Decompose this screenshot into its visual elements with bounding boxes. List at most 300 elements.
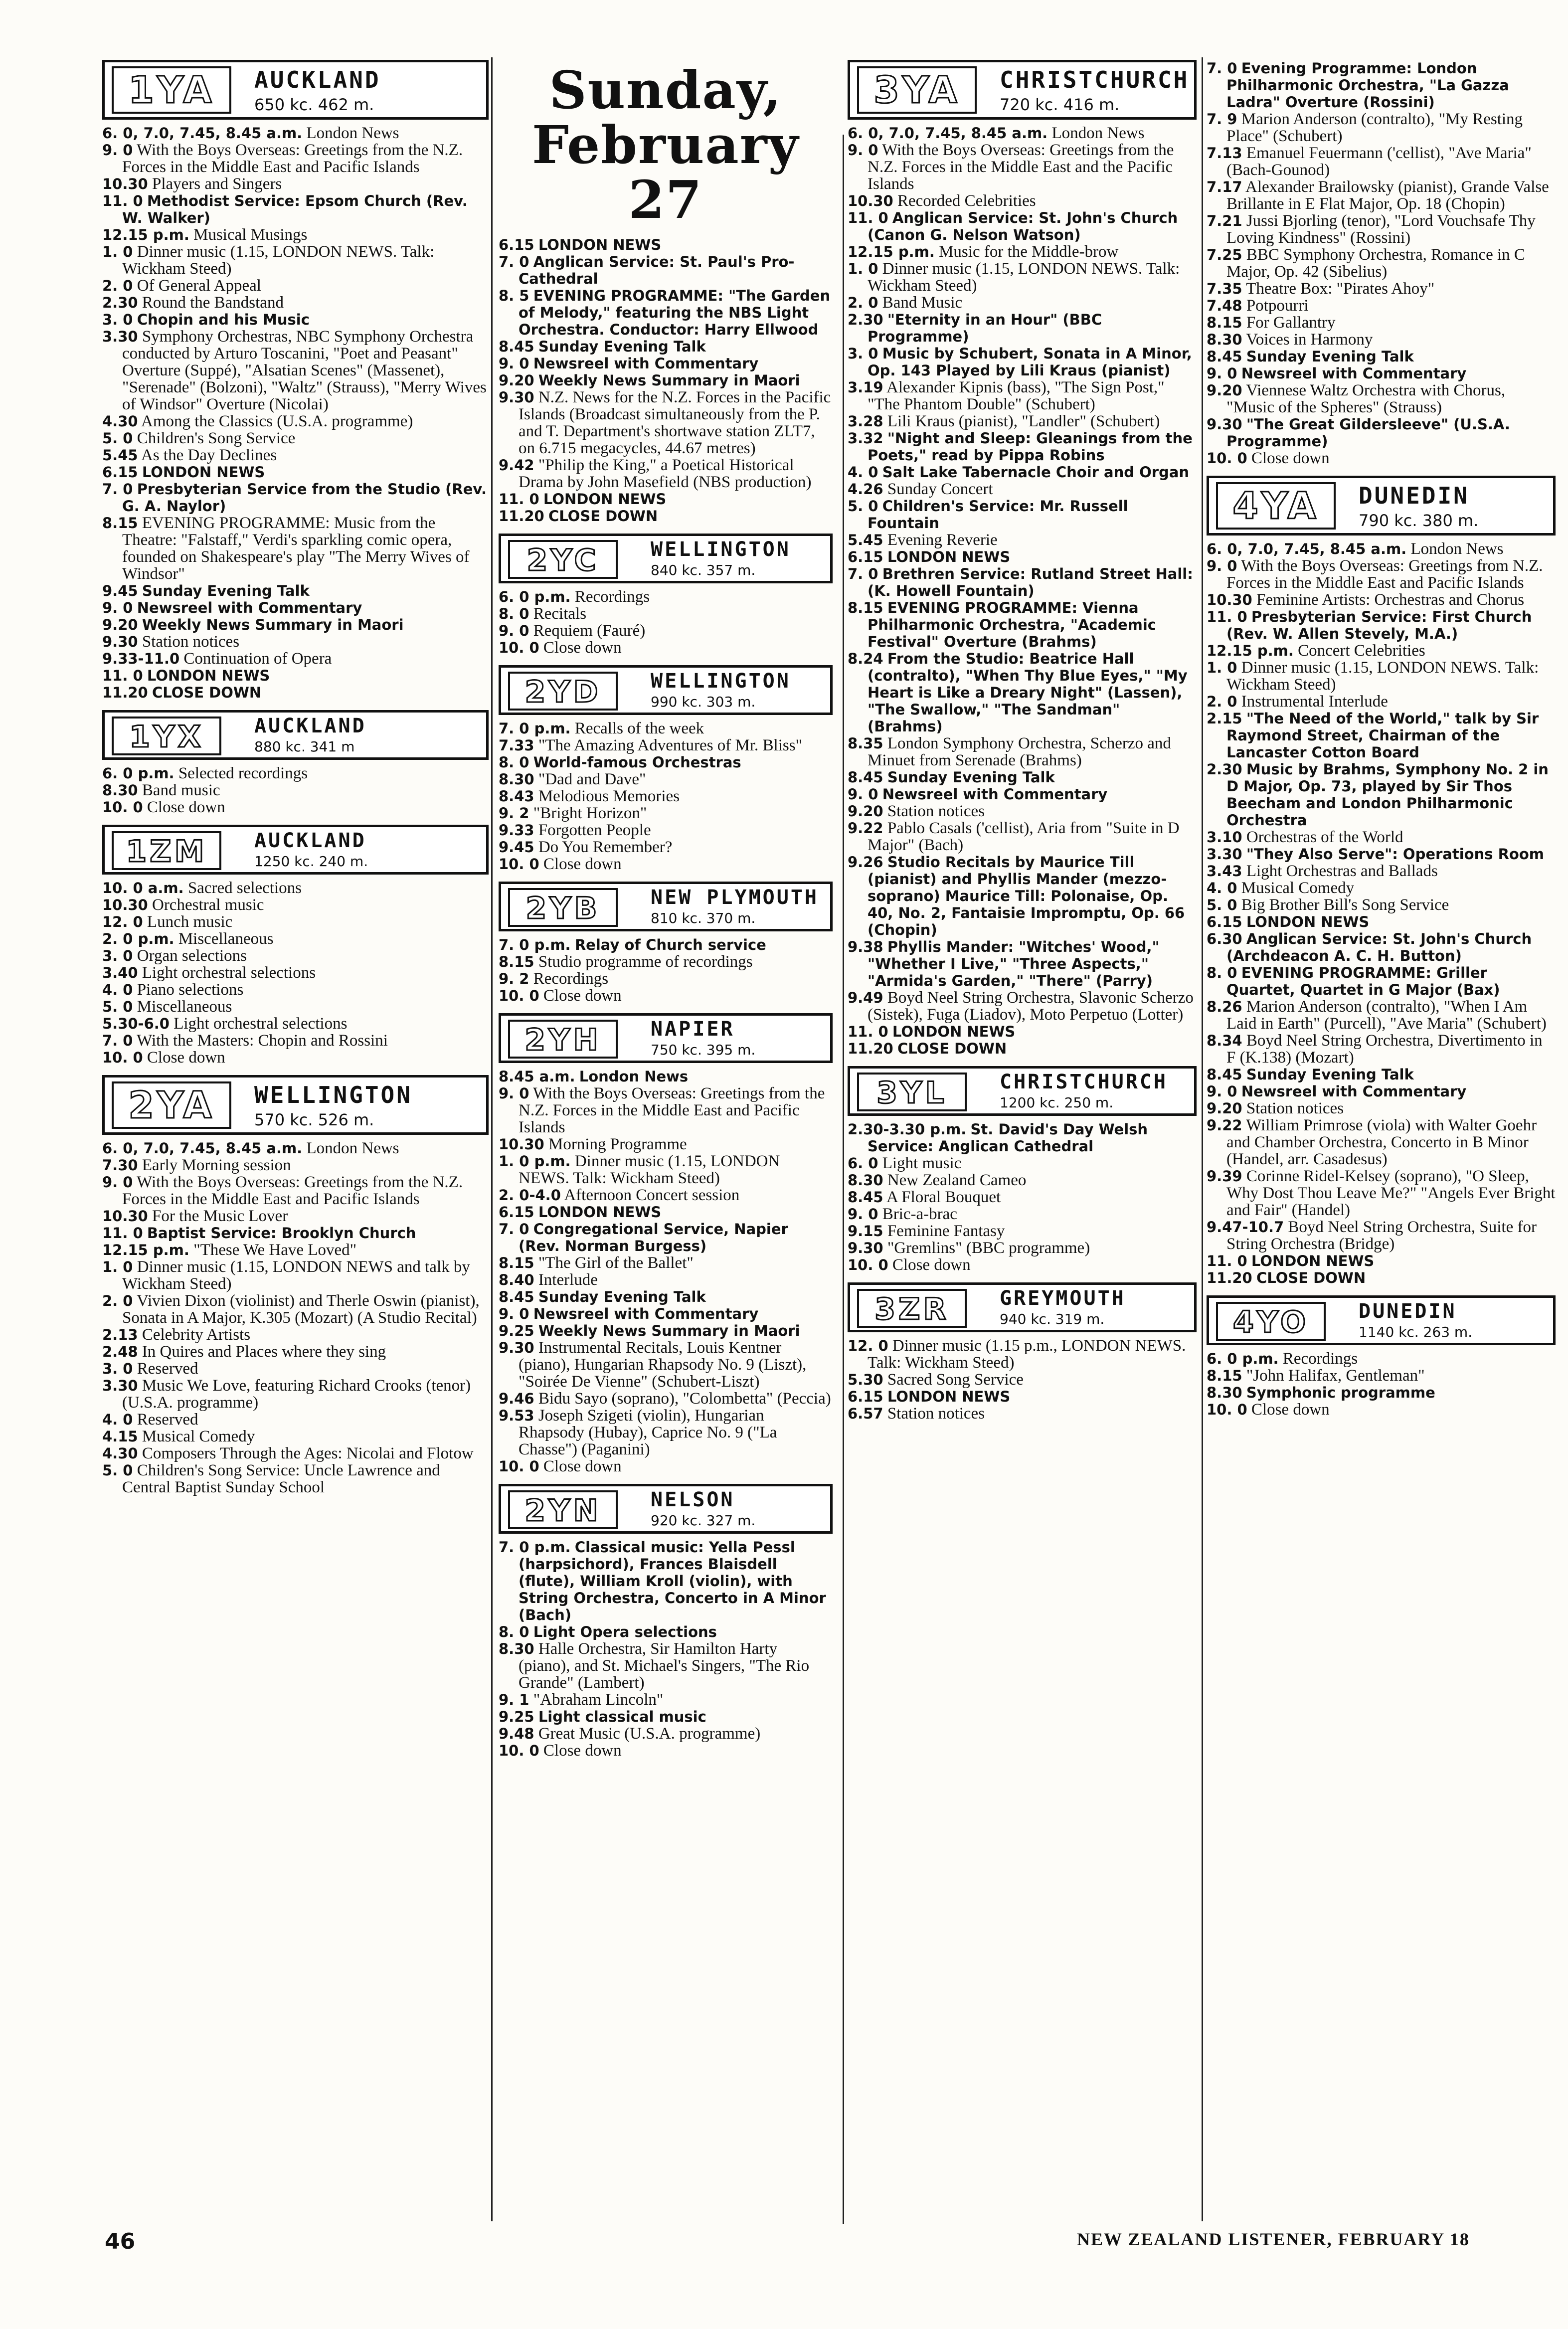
programme-item (1207, 382, 1556, 416)
station-city: NEW PLYMOUTH (651, 886, 819, 909)
programme-title: With the Boys Overseas: Greetings from the N.Z. Forces in the Middle East and Pacific Islands (122, 1173, 463, 1208)
programme-title: Recitals (533, 605, 587, 623)
programme-title: Symphony Orchestras, NBC Symphony Orchestra conducted by Arturo Toscanini, "Poet and Peasant" Overture (Suppé), "Alsatian Scenes" (Massenet), "Serenade" (Bolzoni), "Waltz" (Strauss), "Merry Wives of Windsor" Overture (Nicolai) (122, 328, 487, 413)
programme-time: 10. 0 (1207, 1401, 1247, 1418)
programme-item (848, 1121, 1197, 1155)
programme-title: Close down (1251, 449, 1330, 467)
programme-title: Players and Singers (152, 175, 282, 193)
column-rule (1202, 57, 1203, 2221)
programme-title: Reserved (137, 1411, 198, 1429)
station-city: DUNEDIN (1359, 482, 1469, 509)
programme-title: For the Music Lover (152, 1207, 288, 1225)
column-rule (491, 57, 493, 2221)
programme-time: 2.30 (1207, 761, 1242, 778)
programme-time: 9.33-11.0 (102, 650, 180, 667)
programme-item (1207, 1219, 1556, 1253)
programme-item (499, 1640, 833, 1691)
programme-item (499, 1221, 833, 1254)
programme-time: 9. 2 (499, 970, 529, 987)
programme-time: 7. 9 (1207, 111, 1237, 128)
programme-title: Congregational Service, Napier (Rev. Norman Burgess) (519, 1221, 788, 1254)
programme-time: 6.30 (1207, 930, 1242, 947)
programme-time: 6.57 (848, 1405, 883, 1422)
programme-title: Selected recordings (178, 764, 308, 782)
programme-time: 9. 0 (1207, 1083, 1237, 1100)
programme-item (1207, 1168, 1556, 1219)
programme-time: 9.22 (1207, 1117, 1242, 1134)
programme-title: Children's Service: Mr. Russell Fountain (868, 498, 1128, 532)
programme-time: 8.35 (848, 735, 883, 752)
programme-title: With the Boys Overseas: Greetings from the N.Z. Forces in the Middle East and Pacific Islands (519, 1084, 825, 1136)
programme-time: 2. 0-4.0 (499, 1187, 561, 1204)
programme-title: Dinner music (1.15, LONDON NEWS and talk by Wickham Steed) (122, 1258, 470, 1293)
programme-time: 9.49 (848, 989, 883, 1006)
programme-time: 6. 0, 7.0, 7.45, 8.45 a.m. (848, 125, 1048, 142)
station-city: CHRISTCHURCH (1000, 1071, 1168, 1093)
programme-item (499, 1458, 833, 1475)
programme-title: EVENING PROGRAMME: Griller Quartet, Quartet in G Major (Bax) (1226, 964, 1500, 998)
programme-time: 9. 0 (1207, 365, 1237, 382)
programme-item (1207, 246, 1556, 280)
programme-time: 6.15 (848, 1388, 883, 1405)
programme-title: Phyllis Mander: "Witches' Wood," "Whether I Live," "Three Aspects," "Armida's Garden," "There" (Parry) (868, 938, 1160, 989)
programme-title: Lunch music (147, 913, 233, 931)
programme-item (499, 1742, 833, 1759)
programme-title: London News (306, 124, 399, 142)
page-title: Sunday, February 27 (531, 59, 800, 230)
programme-time: 3.30 (102, 328, 138, 345)
programme-title: Band Music (882, 294, 963, 312)
programme-item (848, 599, 1197, 650)
station-callsign: 2YB (508, 888, 618, 927)
programme-title: BBC Symphony Orchestra, Romance in C Major, Op. 42 (Sibelius) (1226, 246, 1525, 281)
programme-time: 9.30 (102, 633, 138, 650)
programme-title: Music by Brahms, Symphony No. 2 in D Major, Op. 73, played by Sir Thos Beecham and London Philharmonic Orchestra (1226, 761, 1549, 829)
programme-item (1207, 1100, 1556, 1117)
programme-title: Alexander Kipnis (bass), "The Sign Post," "The Phantom Double" (Schubert) (868, 378, 1165, 413)
programme-item (102, 226, 489, 243)
programme-title: Concert Celebrities (1298, 642, 1425, 660)
programme-title: LONDON NEWS (147, 667, 270, 684)
programme-item (499, 605, 833, 622)
programme-item (102, 930, 489, 947)
programme-item (1207, 1032, 1556, 1066)
programme-item (1207, 314, 1556, 331)
programme-time: 10.30 (1207, 591, 1252, 608)
station-header (499, 1013, 833, 1063)
programme-time: 2.13 (102, 1326, 138, 1343)
programme-item (848, 430, 1197, 464)
programme-item (848, 260, 1197, 294)
programme-title: "John Halifax, Gentleman" (1246, 1367, 1425, 1385)
programme-time: 11.20 (499, 508, 544, 525)
programme-item (102, 294, 489, 311)
programme-item (102, 633, 489, 650)
programme-title: Recordings (574, 588, 650, 606)
station-frequency: 1140 kc. 263 m. (1359, 1324, 1473, 1340)
programme-title: Weekly News Summary in Maori (538, 372, 800, 389)
programme-time: 4.26 (848, 481, 883, 498)
programme-title: CLOSE DOWN (897, 1040, 1007, 1057)
programme-item (1207, 829, 1556, 846)
station-callsign: 4YA (1216, 482, 1336, 530)
station-callsign: 3YL (857, 1073, 967, 1111)
programme-time: 7.17 (1207, 179, 1242, 195)
programme-item (1207, 179, 1556, 212)
programme-title: Anglican Service: St. John's Church (Archdeacon A. C. H. Button) (1226, 930, 1532, 964)
programme-item (1207, 710, 1556, 761)
programme-title: With the Boys Overseas: Greetings from the N.Z. Forces in the Middle East and the Pacific Islands (868, 141, 1174, 193)
programme-title: Reserved (137, 1360, 198, 1378)
programme-item (848, 854, 1197, 938)
programme-title: Jussi Bjorling (tenor), "Lord Vouchsafe Thy Loving Kindness" (Rossini) (1226, 212, 1536, 247)
station-frequency: 940 kc. 319 m. (1000, 1311, 1105, 1327)
programme-time: 8.24 (848, 650, 883, 667)
programme-item (1207, 863, 1556, 880)
programme-item (102, 1242, 489, 1258)
programme-title: Emanuel Feuermann ('cellist), "Ave Maria" (Bach-Gounod) (1226, 144, 1532, 179)
programme-item (102, 142, 489, 176)
programme-time: 8.15 (848, 599, 883, 616)
programme-time: 6.15 (499, 1204, 534, 1221)
programme-title: LONDON NEWS (1251, 1253, 1375, 1269)
programme-time: 10.30 (102, 1208, 148, 1225)
spacer (499, 1004, 833, 1013)
programme-title: With the Boys Overseas: Greetings from N.Z. Forces in the Middle East and Pacific Islands (1226, 557, 1543, 592)
programme-title: Of General Appeal (137, 277, 261, 295)
programme-item (1207, 964, 1556, 998)
programme-item (1207, 930, 1556, 964)
programme-title: Sunday Evening Talk (887, 769, 1055, 786)
programme-time: 3. 0 (102, 311, 133, 328)
programme-time: 8.40 (499, 1271, 534, 1288)
programme-title: World-famous Orchestras (533, 754, 741, 771)
programme-time: 9.20 (1207, 1100, 1242, 1117)
programme-time: 8.15 (499, 1254, 534, 1271)
programme-item (1207, 1117, 1556, 1168)
spacer (1207, 1286, 1556, 1295)
programme-time: 4. 0 (1207, 880, 1237, 896)
programme-time: 9.45 (499, 839, 534, 856)
programme-title: "The Need of the World," talk by Sir Raymond Street, Chairman of the Lancaster Cotton Board (1226, 710, 1539, 761)
station-header (499, 665, 833, 715)
programme-time: 2.30-3.30 p.m. (848, 1121, 967, 1138)
programme-time: 10. 0 (499, 987, 539, 1004)
programme-item (1207, 1384, 1556, 1401)
programme-item (848, 311, 1197, 345)
programme-item (499, 1187, 833, 1204)
programme-item (102, 799, 489, 816)
programme-title: Relay of Church service (574, 936, 766, 953)
programme-item (848, 786, 1197, 803)
programme-title: Band music (142, 781, 220, 799)
station-frequency: 650 kc. 462 m. (254, 95, 374, 114)
programme-item (1207, 1367, 1556, 1384)
programme-title: Music by Schubert, Sonata in A Minor, Op. 143 Played by Lili Kraus (pianist) (868, 345, 1192, 379)
programme-time: 4. 0 (102, 1411, 133, 1428)
programme-item (102, 880, 489, 896)
programme-time: 9. 1 (499, 1691, 529, 1708)
programme-time: 7. 0 p.m. (499, 936, 571, 953)
programme-item (848, 142, 1197, 192)
programme-time: 9.15 (848, 1223, 883, 1240)
programme-title: Newsreel with Commentary (1241, 365, 1467, 382)
programme-item (499, 1204, 833, 1221)
programme-time: 7. 0 (499, 253, 529, 270)
station-callsign: 2YH (508, 1020, 618, 1059)
station-city: WELLINGTON (651, 670, 791, 693)
programme-item (499, 236, 833, 253)
programme-time: 7. 0 (499, 1221, 529, 1238)
programme-time: 5.45 (848, 532, 883, 548)
programme-time: 10. 0 (1207, 450, 1247, 467)
programme-time: 7. 0 p.m. (499, 720, 571, 737)
programme-title: CLOSE DOWN (1256, 1269, 1366, 1286)
programme-title: "They Also Serve": Operations Room (1246, 846, 1544, 863)
programme-title: Dinner music (1.15, LONDON NEWS. Talk: Wickham Steed) (519, 1152, 780, 1187)
programme-item (1207, 1083, 1556, 1100)
programme-item (1207, 60, 1556, 111)
programme-title: From the Studio: Beatrice Hall (contralto), "When Thy Blue Eyes," "My Heart is Like a Dreary Night" (Lassen), "The Swallow," "The Sandman" (Brahms) (868, 650, 1188, 735)
programme-time: 8. 0 (499, 754, 529, 771)
programme-item (848, 1155, 1197, 1172)
programme-title: Newsreel with Commentary (137, 599, 362, 616)
programme-item (848, 294, 1197, 311)
programme-time: 6.15 (1207, 913, 1242, 930)
programme-title: Melodious Memories (538, 787, 680, 805)
programme-item (1207, 761, 1556, 829)
programme-title: "Gremlins" (BBC programme) (887, 1239, 1090, 1257)
programme-item (1207, 998, 1556, 1032)
programme-time: 9.30 (848, 1240, 883, 1256)
station-callsign: 2YD (508, 672, 618, 711)
programme-item (102, 582, 489, 599)
programme-title: Piano selections (137, 981, 244, 999)
programme-time: 6. 0, 7.0, 7.45, 8.45 a.m. (1207, 540, 1407, 557)
programme-time: 11.20 (102, 684, 148, 701)
programme-title: Great Music (U.S.A. programme) (538, 1725, 761, 1743)
programme-time: 11. 0 (102, 667, 143, 684)
station-header (102, 710, 489, 760)
station-city: DUNEDIN (1359, 1300, 1457, 1323)
programme-time: 8.45 (848, 769, 883, 786)
programme-title: "The Amazing Adventures of Mr. Bliss" (538, 736, 803, 754)
programme-time: 6. 0, 7.0, 7.45, 8.45 a.m. (102, 125, 303, 142)
programme-time: 11.20 (1207, 1269, 1252, 1286)
programme-time: 9. 0 (848, 1206, 878, 1223)
programme-item (499, 839, 833, 856)
programme-title: Theatre Box: "Pirates Ahoy" (1246, 280, 1435, 298)
programme-item (102, 913, 489, 930)
programme-title: Sunday Evening Talk (142, 582, 310, 599)
programme-time: 10. 0 (499, 1458, 539, 1475)
programme-title: Methodist Service: Epsom Church (Rev. W. Walker) (122, 192, 468, 226)
programme-item (499, 355, 833, 372)
programme-title: Vivien Dixon (violinist) and Therle Oswin (pianist), Sonata in A Major, K.305 (Mozart) (A Studio Recital) (122, 1292, 480, 1327)
programme-title: London News (306, 1139, 399, 1157)
programme-item (1207, 540, 1556, 557)
programme-item (499, 805, 833, 822)
station-callsign: 1YA (112, 66, 231, 114)
programme-item (102, 464, 489, 481)
programme-item (499, 987, 833, 1004)
programme-time: 7.35 (1207, 280, 1242, 297)
programme-time: 7. 0 (102, 481, 133, 498)
programme-time: 11. 0 (499, 491, 539, 508)
programme-item (102, 998, 489, 1015)
programme-time: 5.30-6.0 (102, 1015, 170, 1032)
programme-item (848, 1023, 1197, 1040)
programme-time: 2. 0 p.m. (102, 930, 174, 947)
programme-title: With the Boys Overseas: Greetings from the N.Z. Forces in the Middle East and Pacific Islands (122, 141, 463, 176)
station-header (102, 1075, 489, 1135)
programme-item (102, 277, 489, 294)
station-callsign: 1ZM (112, 831, 221, 870)
programme-title: Studio programme of recordings (538, 953, 753, 971)
programme-item (499, 737, 833, 754)
station-header (499, 534, 833, 583)
programme-title: Weekly News Summary in Maori (538, 1322, 800, 1339)
programme-item (1207, 450, 1556, 467)
programme-item (499, 856, 833, 873)
programme-item (848, 243, 1197, 260)
programme-item (848, 1256, 1197, 1273)
programme-item (499, 1068, 833, 1085)
programme-time: 5. 0 (1207, 896, 1237, 913)
programme-title: Orchestras of the World (1246, 828, 1403, 846)
station-city: GREYMOUTH (1000, 1287, 1126, 1310)
programme-time: 8. 5 (499, 287, 529, 304)
programme-time: 3.32 (848, 430, 883, 447)
programme-item (1207, 1350, 1556, 1367)
programme-item (102, 1326, 489, 1343)
programme-title: Viennese Waltz Orchestra with Chorus, "Music of the Spheres" (Strauss) (1226, 381, 1506, 416)
station-frequency: 720 kc. 416 m. (1000, 95, 1120, 114)
programme-title: LONDON NEWS (887, 548, 1011, 565)
station-city: WELLINGTON (254, 1081, 412, 1108)
programme-item (848, 548, 1197, 565)
station-frequency: 840 kc. 357 m. (651, 562, 756, 578)
programme-time: 9. 0 (499, 355, 529, 372)
programme-title: Sacred Song Service (887, 1371, 1024, 1389)
programme-title: Sunday Evening Talk (1246, 348, 1414, 365)
programme-item (102, 1049, 489, 1066)
programme-title: "Eternity in an Hour" (BBC Programme) (868, 311, 1102, 345)
programme-time: 2.30 (848, 311, 883, 328)
programme-title: Requiem (Fauré) (533, 622, 646, 640)
programme-title: Continuation of Opera (183, 650, 332, 668)
programme-item (499, 1691, 833, 1708)
programme-time: 11.20 (848, 1040, 893, 1057)
programme-time: 8.15 (102, 515, 138, 532)
programme-time: 9. 0 (499, 1305, 529, 1322)
station-header (499, 1484, 833, 1534)
programme-time: 8. 0 (499, 1623, 529, 1640)
programme-title: London News (1051, 124, 1145, 142)
programme-title: Forgotten People (538, 821, 651, 839)
programme-title: Early Morning session (142, 1156, 291, 1174)
programme-time: 7.30 (102, 1157, 138, 1174)
programme-time: 9.25 (499, 1708, 534, 1725)
programme-title: Feminine Artists: Orchestras and Chorus (1256, 591, 1525, 609)
programme-title: LONDON NEWS (887, 1388, 1011, 1405)
programme-title: Recorded Celebrities (897, 192, 1036, 210)
programme-time: 9.20 (848, 803, 883, 820)
programme-title: Children's Song Service: Uncle Lawrence and Central Baptist Sunday School (122, 1461, 440, 1496)
programme-title: Recordings (1282, 1350, 1358, 1368)
programme-title: William Primrose (viola) with Walter Goehr and Chamber Orchestra, Concerto in B Minor (Handel, arr. Casadesus) (1226, 1116, 1537, 1168)
spacer (499, 873, 833, 882)
programme-time: 9. 0 (102, 1174, 133, 1191)
programme-title: Newsreel with Commentary (1241, 1083, 1467, 1100)
programme-title: Salt Lake Tabernacle Choir and Organ (882, 464, 1190, 481)
programme-title: Marion Anderson (contralto), "My Resting Place" (Schubert) (1226, 110, 1523, 145)
programme-title: Sunday Concert (887, 480, 993, 498)
programme-time: 10. 0 (848, 1256, 888, 1273)
programme-time: 5.30 (848, 1371, 883, 1388)
programme-item (1207, 659, 1556, 693)
programme-time: 10. 0 (499, 856, 539, 873)
programme-time: 3.30 (1207, 846, 1242, 863)
column-2 (499, 60, 833, 1759)
programme-time: 9.30 (499, 389, 534, 406)
programme-title: Miscellaneous (137, 998, 232, 1016)
programme-title: LONDON NEWS (538, 236, 662, 253)
programme-time: 4. 0 (848, 464, 878, 481)
programme-item (1207, 557, 1556, 591)
programme-title: Symphonic programme (1246, 1384, 1435, 1401)
programme-title: Recordings (533, 970, 609, 988)
programme-item (1207, 331, 1556, 348)
station-city: CHRISTCHURCH (1000, 66, 1190, 93)
programme-time: 3.30 (102, 1377, 138, 1394)
programme-title: Dinner music (1.15 p.m., LONDON NEWS. Talk: Wickham Steed) (868, 1337, 1186, 1372)
station-callsign: 3YA (857, 66, 977, 114)
programme-time: 10. 0 (499, 1742, 539, 1759)
programme-title: Morning Programme (548, 1135, 687, 1153)
programme-item (102, 1377, 489, 1411)
programme-item (102, 1157, 489, 1174)
programme-title: Studio Recitals by Maurice Till (pianist) and Phyllis Mander (mezzo-soprano) Maurice Till: Polonaise, Op. 40, No. 2, Fantaisie Impromptu, Op. 66 (Chopin) (868, 854, 1185, 938)
programme-title: Composers Through the Ages: Nicolai and Flotow (142, 1444, 474, 1462)
programme-title: Close down (543, 1742, 622, 1760)
programme-time: 5.45 (102, 447, 138, 464)
programme-item (102, 782, 489, 799)
programme-time: 3. 0 (848, 345, 878, 362)
programme-title: Music for the Middle-brow (939, 243, 1119, 261)
programme-title: Bric-a-brac (882, 1205, 957, 1223)
programme-title: LONDON NEWS (543, 491, 667, 508)
programme-item (499, 1136, 833, 1153)
station-city: NAPIER (651, 1018, 735, 1041)
spacer (848, 1273, 1197, 1282)
programme-item (499, 1725, 833, 1742)
programme-title: Round the Bandstand (142, 294, 284, 312)
programme-time: 2. 0 (848, 294, 878, 311)
programme-title: Sunday Evening Talk (538, 1288, 706, 1305)
programme-item (1207, 1066, 1556, 1083)
programme-title: Do You Remember? (538, 838, 673, 856)
programme-item (102, 311, 489, 328)
programme-title: Boyd Neel String Orchestra, Suite for String Orchestra (Bridge) (1226, 1218, 1537, 1253)
programme-time: 5. 0 (848, 498, 878, 515)
programme-title: Interlude (538, 1271, 598, 1289)
programme-title: Afternoon Concert session (564, 1186, 740, 1204)
programme-item (499, 639, 833, 656)
programme-title: Light Opera selections (533, 1623, 717, 1640)
programme-time: 9.20 (499, 372, 534, 389)
programme-title: For Gallantry (1246, 314, 1336, 332)
